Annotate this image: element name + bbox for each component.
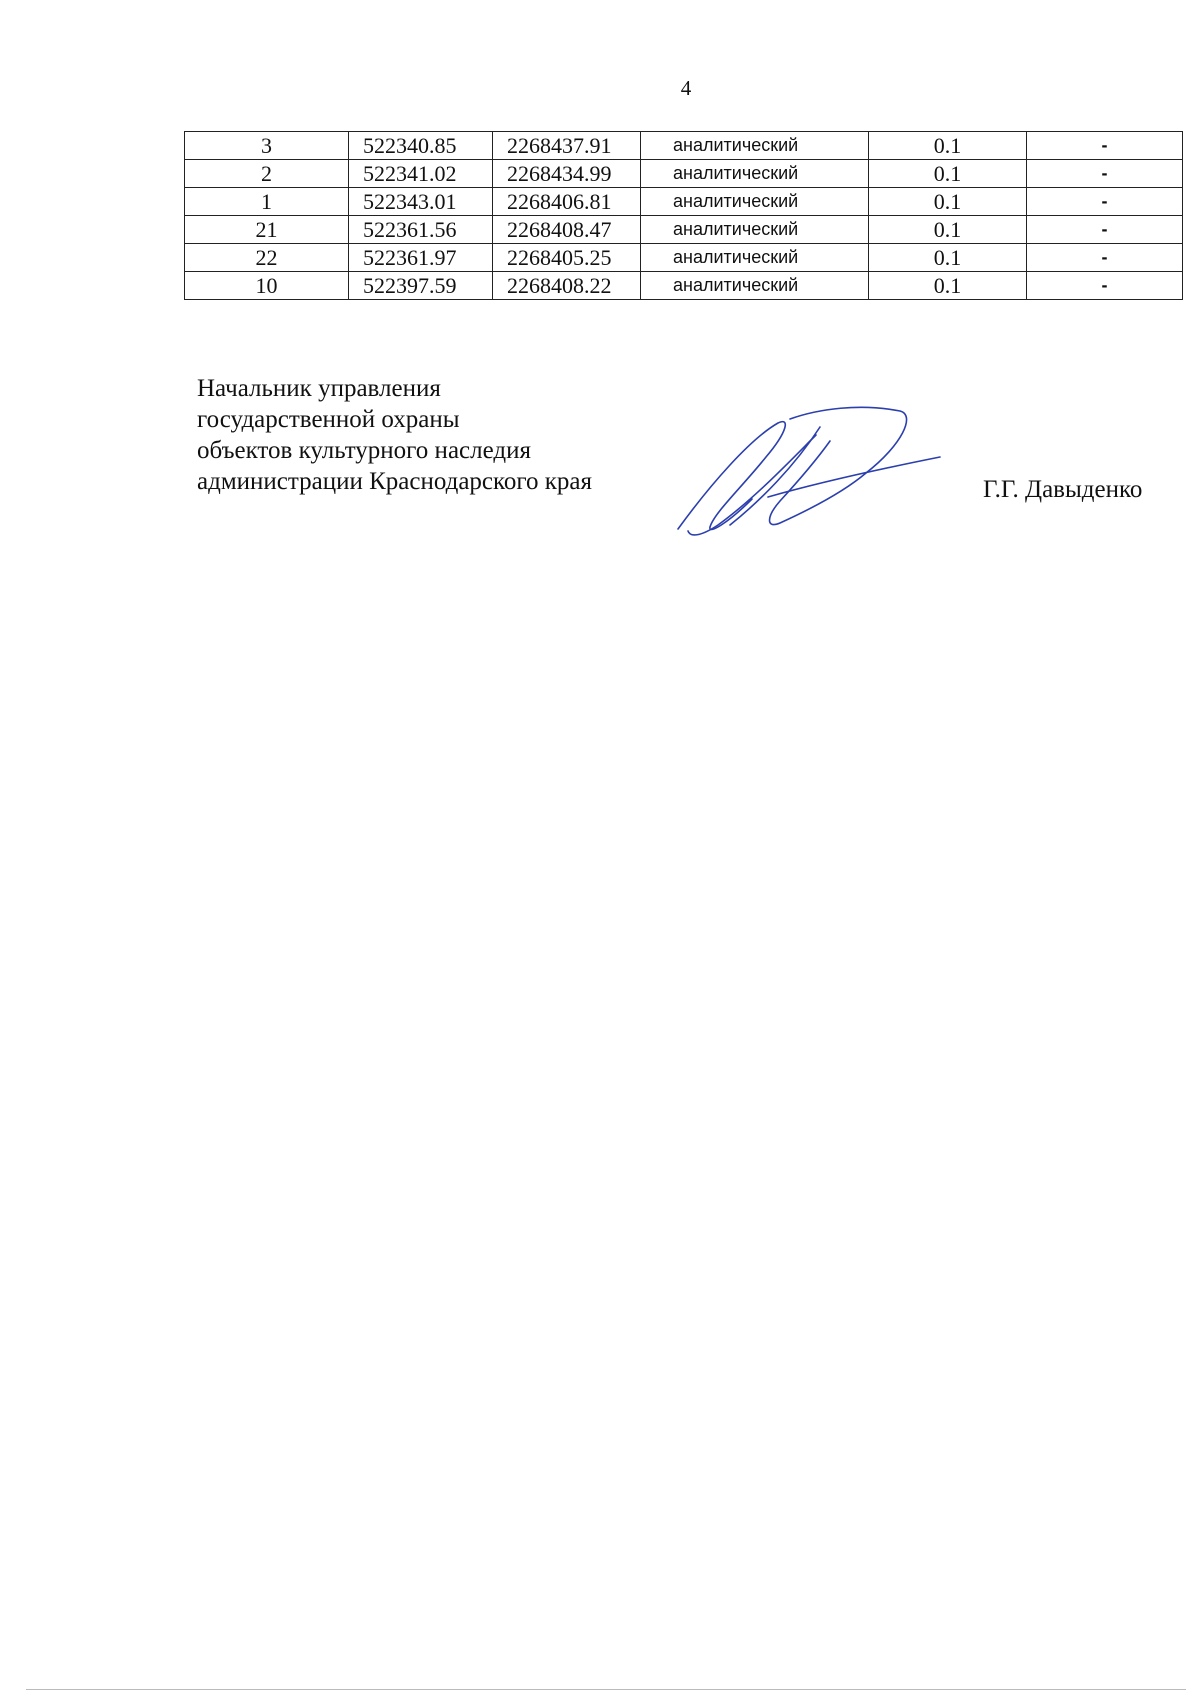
y-coordinate-cell: 2268434.99 [493,160,641,188]
point-number-cell: 2 [185,160,349,188]
table-row [185,216,1183,244]
y-coordinate-cell: 2268437.91 [493,132,641,160]
position-line: объектов культурного наследия [197,437,531,464]
point-number-cell: 22 [185,244,349,272]
signature-stroke [678,422,785,530]
point-number-cell: 3 [185,132,349,160]
method-cell: аналитический [641,160,869,188]
note-cell: - [1027,216,1183,244]
signatory-position [197,373,592,497]
method-cell: аналитический [641,244,869,272]
accuracy-cell: 0.1 [869,160,1027,188]
position-line: администрации Краснодарского края [197,468,593,495]
signature-stroke [688,435,816,535]
y-coordinate-cell: 2268408.47 [493,216,641,244]
method-cell: аналитический [641,272,869,300]
y-coordinate-cell: 2268405.25 [493,244,641,272]
method-cell: аналитический [641,188,869,216]
table-row [185,272,1183,300]
note-cell: - [1027,244,1183,272]
note-cell: - [1027,272,1183,300]
y-coordinate-cell: 2268408.22 [493,272,641,300]
accuracy-cell: 0.1 [869,272,1027,300]
y-coordinate-cell: 2268406.81 [493,188,641,216]
page-number: 4 [680,76,692,100]
table-row [185,188,1183,216]
note-cell: - [1027,188,1183,216]
accuracy-cell: 0.1 [869,216,1027,244]
accuracy-cell: 0.1 [869,188,1027,216]
method-cell: аналитический [641,132,869,160]
table-row [185,160,1183,188]
point-number-cell: 1 [185,188,349,216]
note-cell: - [1027,160,1183,188]
x-coordinate-cell: 522361.97 [349,244,493,272]
signatory-name: Г.Г. Давыденко [983,476,1143,503]
page-bottom-edge [26,1689,1186,1690]
point-number-cell: 10 [185,272,349,300]
accuracy-cell: 0.1 [869,132,1027,160]
position-line: Начальник управления [197,375,441,402]
x-coordinate-cell: 522343.01 [349,188,493,216]
x-coordinate-cell: 522361.56 [349,216,493,244]
coordinates-table [184,131,1183,300]
point-number-cell: 21 [185,216,349,244]
accuracy-cell: 0.1 [869,244,1027,272]
method-cell: аналитический [641,216,869,244]
x-coordinate-cell: 522397.59 [349,272,493,300]
x-coordinate-cell: 522340.85 [349,132,493,160]
position-line: государственной охраны [197,406,460,433]
table-row [185,132,1183,160]
note-cell: - [1027,132,1183,160]
table-row [185,244,1183,272]
handwritten-signature [670,405,950,545]
x-coordinate-cell: 522341.02 [349,160,493,188]
